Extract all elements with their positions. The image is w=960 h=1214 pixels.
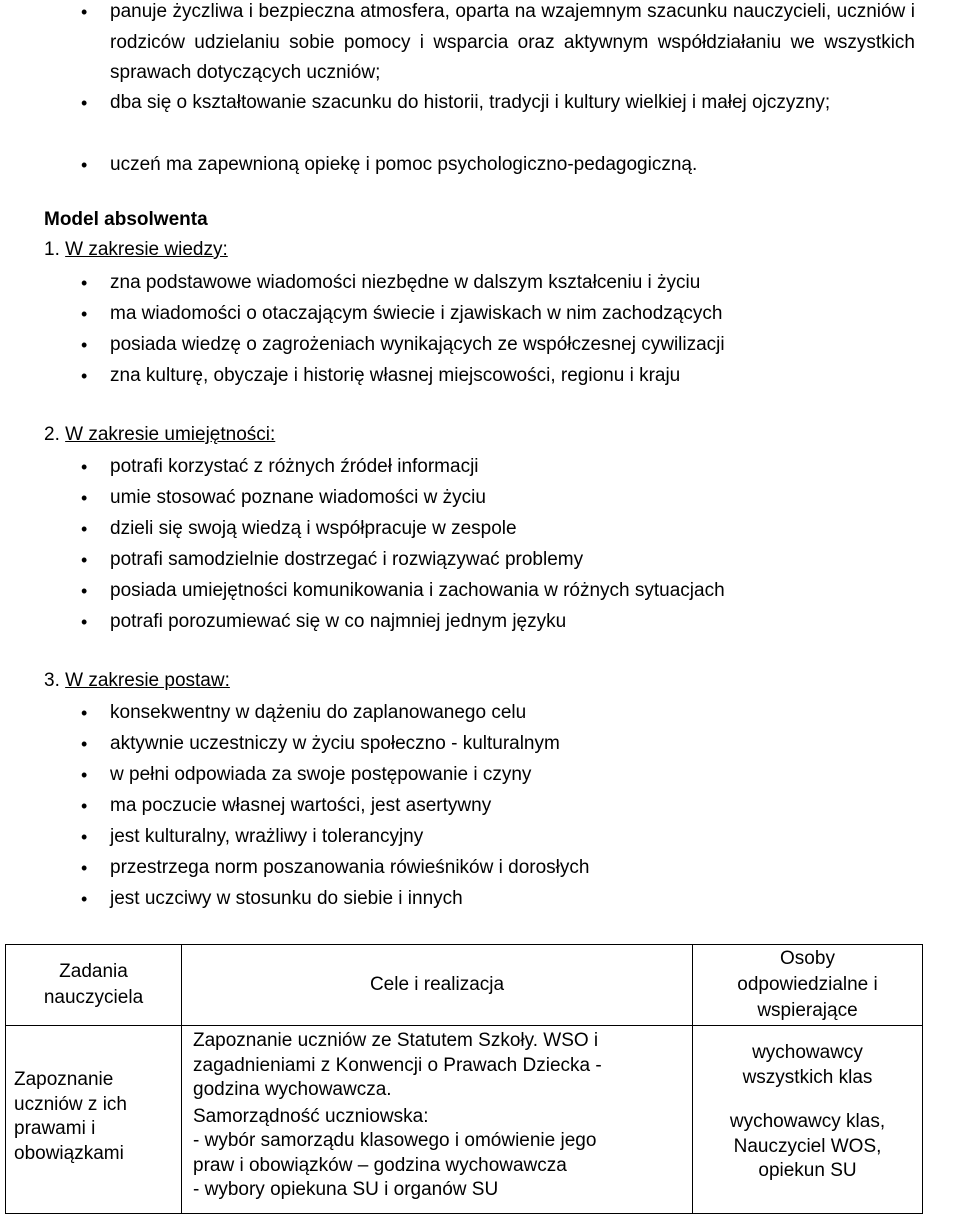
section-title: W zakresie umiejętności: xyxy=(65,424,276,445)
people-block-2 xyxy=(693,1090,922,1184)
model-heading: Model absolwenta xyxy=(44,209,208,230)
header-tasks xyxy=(6,945,182,1026)
text-line: praw i obowiązków – godzina wychowawcza xyxy=(193,1154,567,1176)
text-line: obowiązkami xyxy=(14,1142,124,1164)
list-item: • posiada wiedzę o zagrożeniach wynikających ze współczesnej cywilizacji xyxy=(110,330,910,361)
text-line: Nauczyciel WOS, xyxy=(733,1135,882,1157)
section-title: W zakresie wiedzy: xyxy=(65,239,228,260)
header-people xyxy=(693,945,923,1026)
list-item: • ma wiadomości o otaczającym świecie i zjawiskach w nim zachodzących xyxy=(110,299,910,330)
list-item: • dzieli się swoją wiedzą i współpracuje w zespole xyxy=(110,514,910,545)
list-item: • jest kulturalny, wrażliwy i tolerancyjny xyxy=(110,822,910,853)
list-item: • uczeń ma zapewnioną opiekę i pomoc psychologiczno-pedagogiczną. xyxy=(110,150,910,181)
list-item: • konsekwentny w dążeniu do zaplanowanego celu xyxy=(110,698,910,729)
text-line: Zapoznanie xyxy=(14,1069,114,1090)
header-label: Zadania nauczyciela xyxy=(43,961,144,1008)
cell-goals xyxy=(182,1026,693,1214)
list-item: • przestrzega norm poszanowania rówieśników i dorosłych xyxy=(110,853,910,884)
section-title: W zakresie postaw: xyxy=(65,670,230,691)
list-item: • posiada umiejętności komunikowania i zachowania w różnych sytuacjach xyxy=(110,576,910,607)
goal-block-statute xyxy=(193,1026,692,1103)
cell-task xyxy=(6,1026,182,1214)
section-number: 1. xyxy=(44,239,60,260)
list-item: • umie stosować poznane wiadomości w życiu xyxy=(110,483,910,514)
table-row xyxy=(6,1026,923,1214)
text-line: prawami i xyxy=(14,1118,96,1139)
list-item: • aktywnie uczestniczy w życiu społeczno - kulturalnym xyxy=(110,729,910,760)
list-item: • w pełni odpowiada za swoje postępowanie i czyny xyxy=(110,760,910,791)
header-goals xyxy=(182,945,693,1026)
section-heading-attitudes xyxy=(44,666,230,696)
list-item: • potrafi porozumiewać się w co najmniej jednym języku xyxy=(110,607,910,638)
text-line: wychowawcy xyxy=(752,1042,863,1063)
list-item: • potrafi samodzielnie dostrzegać i rozwiązywać problemy xyxy=(110,545,910,576)
section-number: 3. xyxy=(44,670,60,691)
task-text xyxy=(14,1026,181,1166)
list-item: • zna podstawowe wiadomości niezbędne w dalszym kształceniu i życiu xyxy=(110,268,910,299)
header-label: Osoby odpowiedzialne i wspierające xyxy=(737,948,878,1021)
text-line: godzina wychowawcza. xyxy=(193,1079,392,1100)
text-line: - wybory opiekuna SU i organów SU xyxy=(193,1179,499,1200)
text-line: wszystkich klas xyxy=(742,1066,873,1088)
list-item: • dba się o kształtowanie szacunku do historii, tradycji i kultury wielkiej i małej ojczyzny; xyxy=(110,88,915,119)
table-header-row xyxy=(6,945,923,1026)
list-item: • jest uczciwy w stosunku do siebie i innych xyxy=(110,884,910,915)
section-heading-knowledge xyxy=(44,235,228,265)
people-block-1 xyxy=(693,1026,922,1090)
text-line: zagadnieniami z Konwencji o Prawach Dziecka - xyxy=(193,1054,602,1076)
list-item: • potrafi korzystać z różnych źródeł informacji xyxy=(110,452,910,483)
text-line: uczniów z ich xyxy=(14,1093,127,1115)
text-line: wychowawcy klas, xyxy=(729,1111,886,1132)
text-line: Zapoznanie uczniów ze Statutem Szkoły. WSO i xyxy=(193,1030,599,1051)
section-heading-skills xyxy=(44,420,275,450)
goal-block-self-government xyxy=(193,1103,692,1203)
text-line: - wybór samorządu klasowego i omówienie jego xyxy=(193,1130,597,1151)
list-item: • ma poczucie własnej wartości, jest asertywny xyxy=(110,791,910,822)
text-line: Samorządność uczniowska: xyxy=(193,1105,429,1127)
list-item: • zna kulturę, obyczaje i historię własnej miejscowości, regionu i kraju xyxy=(110,361,910,392)
tasks-table xyxy=(5,944,923,1214)
section-number: 2. xyxy=(44,424,60,445)
cell-people xyxy=(693,1026,923,1214)
text-line: opiekun SU xyxy=(758,1160,857,1181)
header-label: Cele i realizacja xyxy=(369,974,505,995)
list-item: • panuje życzliwa i bezpieczna atmosfera, oparta na wzajemnym szacunku nauczycieli, uczniów i rodziców udzielaniu sobie pomocy i wsparcia oraz aktywnym współdziałaniu we wszystkich sprawach dotyczących uczniów; xyxy=(110,0,915,89)
